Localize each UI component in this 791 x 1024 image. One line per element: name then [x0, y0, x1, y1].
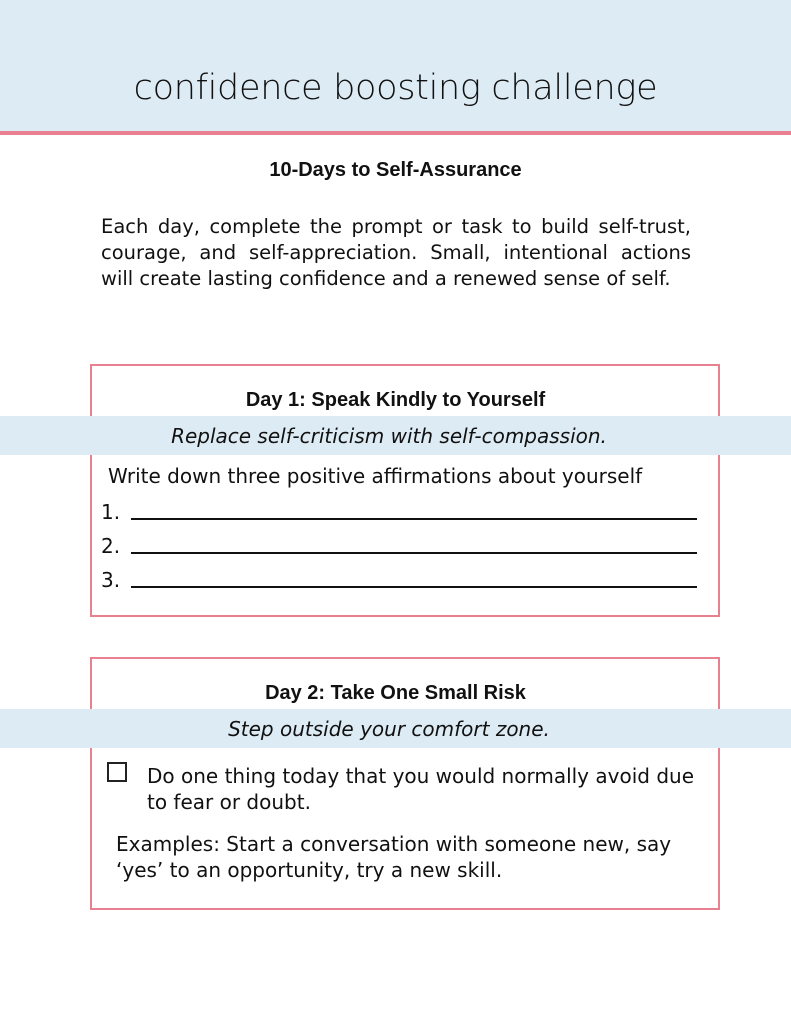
day1-tagline: Replace self-criticism with self-compassion. — [171, 424, 607, 448]
affirmation-line-2[interactable] — [101, 534, 701, 564]
write-line[interactable] — [131, 518, 697, 520]
line-number: 3. — [101, 568, 121, 592]
day2-title: Day 2: Take One Small Risk — [265, 682, 526, 704]
write-line[interactable] — [131, 552, 697, 554]
page-title: confidence boosting challenge — [133, 68, 658, 108]
day2-tagline: Step outside your comfort zone. — [228, 717, 550, 741]
day1-prompt: Write down three positive affirmations about yourself — [108, 464, 643, 488]
affirmation-line-1[interactable] — [101, 500, 701, 530]
day2-examples: Examples: Start a conversation with someone new, say ‘yes’ to an opportunity, try a new skill. — [116, 832, 672, 882]
task-checkbox[interactable] — [107, 762, 127, 782]
subtitle: 10-Days to Self-Assurance — [269, 159, 522, 181]
affirmation-line-3[interactable] — [101, 568, 701, 598]
line-number: 1. — [101, 500, 121, 524]
line-number: 2. — [101, 534, 121, 558]
day1-title: Day 1: Speak Kindly to Yourself — [245, 389, 546, 411]
day2-task: Do one thing today that you would normally avoid due to fear or doubt. — [147, 764, 694, 814]
write-line[interactable] — [131, 586, 697, 588]
intro-paragraph: Each day, complete the prompt or task to build self-trust, courage, and self-appreciation. Small, intentional actions will create lasting confidence and a renewed sense of self. — [101, 215, 691, 290]
